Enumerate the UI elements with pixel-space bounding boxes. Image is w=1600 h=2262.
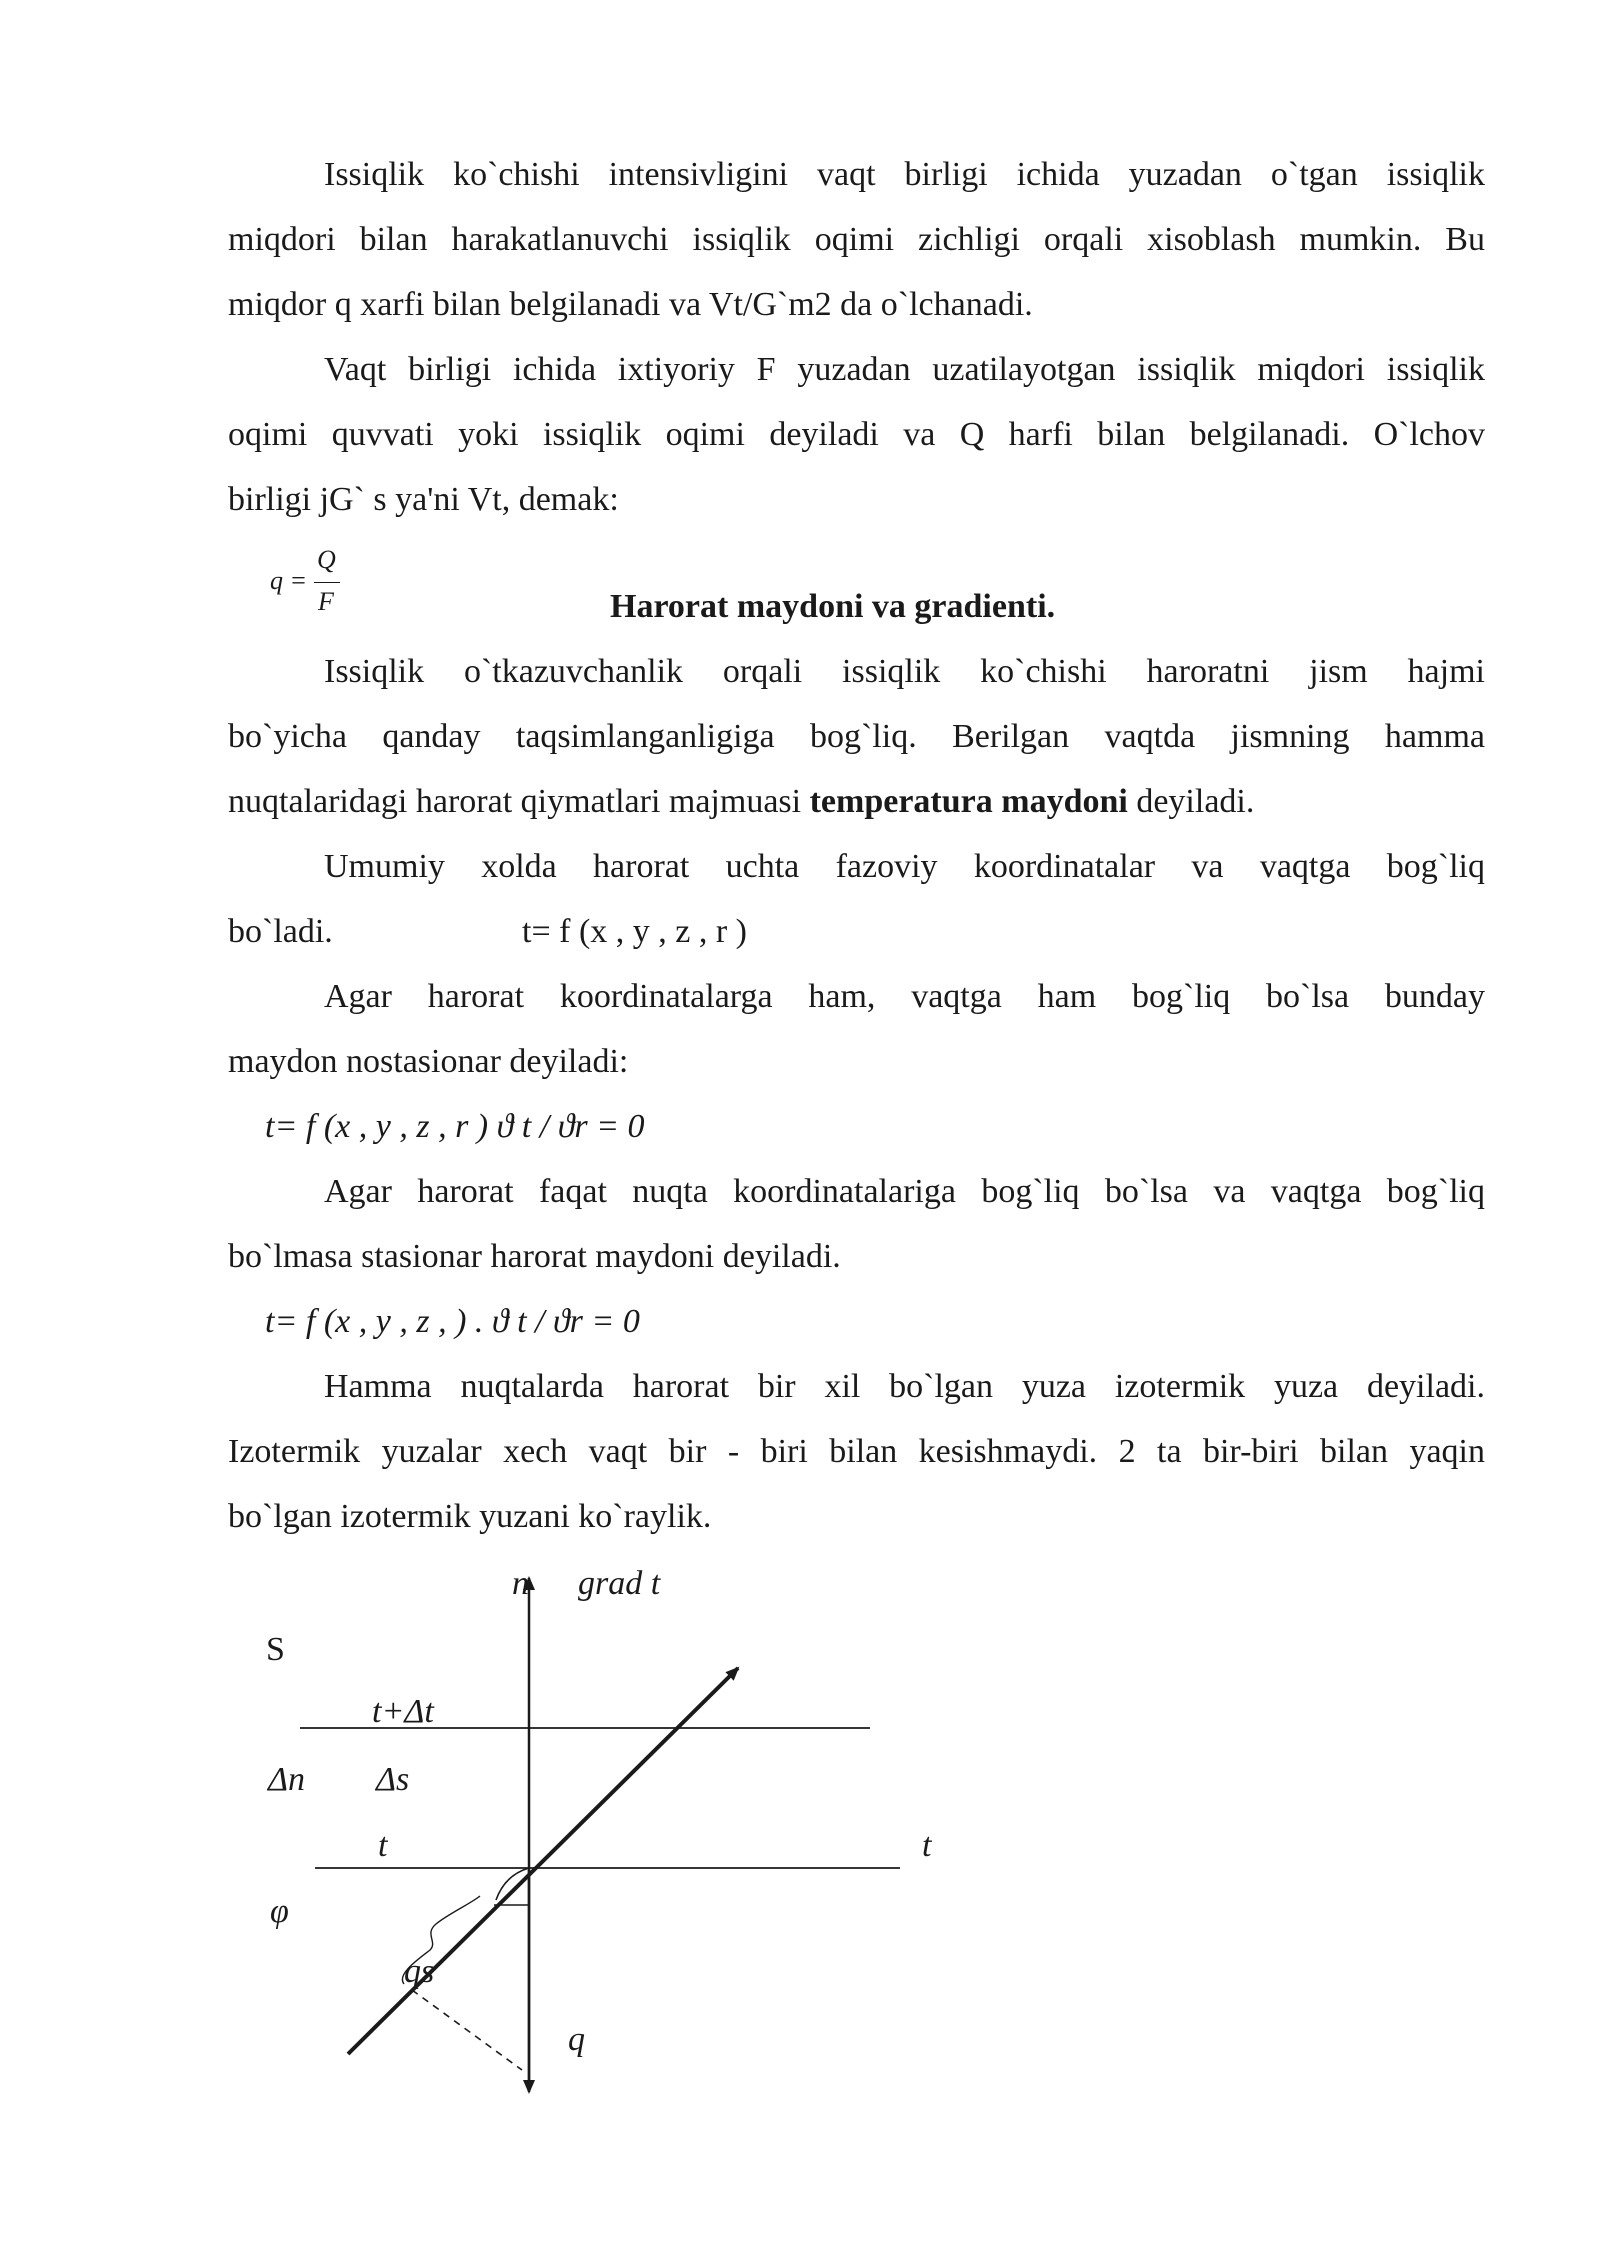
label-n: n xyxy=(512,1565,529,1602)
paragraph-5-line-1: Agar harorat koordinatalarga ham, vaqtga ham bog`liq bo`lsa bunday xyxy=(324,978,1485,1015)
label-qs: qs xyxy=(404,1953,435,1990)
label-q: q xyxy=(568,2021,585,2058)
nonstationary-formula: t= f (x , y , z , r ) ϑ t / ϑr = 0 xyxy=(265,1108,645,1145)
angle-arc xyxy=(496,1868,529,1900)
paragraph-3-line-3-end: deyiladi. xyxy=(1127,783,1255,820)
paragraph-7-line-2: Izotermik yuzalar xech vaqt bir - biri bilan kesishmaydi. 2 ta bir-biri bilan yaqin xyxy=(228,1433,1485,1470)
fraction-lhs: q = xyxy=(270,566,308,595)
stationary-formula: t= f (x , y , z , ) . ϑ t / ϑr = 0 xyxy=(265,1303,640,1340)
paragraph-2-line-2: oqimi quvvati yoki issiqlik oqimi deyiladi va Q harfi bilan belgilanadi. O`lchov xyxy=(228,416,1485,453)
label-phi: φ xyxy=(270,1893,289,1930)
paragraph-7-line-3: bo`lgan izotermik yuzani ko`raylik. xyxy=(228,1498,712,1535)
section-heading: Harorat maydoni va gradienti. xyxy=(610,588,1056,625)
paragraph-6-line-1: Agar harorat faqat nuqta koordinatalariga bog`liq bo`lsa va vaqtga bog`liq xyxy=(324,1173,1485,1210)
label-t-plus-delta-t: t+Δt xyxy=(372,1693,434,1730)
general-field-formula: t= f (x , y , z , r ) xyxy=(522,913,748,950)
paragraph-3-line-1: Issiqlik o`tkazuvchanlik orqali issiqlik ko`chishi haroratni jism hajmi xyxy=(324,653,1485,690)
projection-dashed-line xyxy=(412,1990,522,2070)
paragraph-5-line-2: maydon nostasionar deyiladi: xyxy=(228,1043,629,1080)
label-grad-t: grad t xyxy=(578,1565,661,1602)
paragraph-1-line-2: miqdori bilan harakatlanuvchi issiqlik oqimi zichligi orqali xisoblash mumkin. Bu xyxy=(228,221,1485,258)
fraction-denominator: F xyxy=(318,587,334,616)
label-delta-n: Δn xyxy=(268,1761,305,1798)
paragraph-2-line-1: Vaqt birligi ichida ixtiyoriy F yuzadan uzatilayotgan issiqlik miqdori issiqlik xyxy=(324,351,1485,388)
label-delta-s: Δs xyxy=(376,1761,410,1798)
paragraph-1-line-3: miqdor q xarfi bilan belgilanadi va Vt/G`m2 da o`lchanadi. xyxy=(228,286,1033,323)
label-s: S xyxy=(266,1631,285,1668)
label-t-right: t xyxy=(922,1827,932,1864)
paragraph-4-line-1: Umumiy xolda harorat uchta fazoviy koordinatalar va vaqtga bog`liq xyxy=(324,848,1485,885)
paragraph-2-line-3: birligi jG` s ya'ni Vt, demak: xyxy=(228,481,619,518)
paragraph-6-line-2: bo`lmasa stasionar harorat maydoni deyiladi. xyxy=(228,1238,841,1275)
paragraph-7-line-1: Hamma nuqtalarda harorat bir xil bo`lgan yuza izotermik yuza deyiladi. xyxy=(324,1368,1485,1405)
paragraph-3-line-2: bo`yicha qanday taqsimlanganligiga bog`liq. Berilgan vaqtda jismning hamma xyxy=(228,718,1485,755)
fraction-numerator: Q xyxy=(317,545,336,574)
label-t-left: t xyxy=(378,1827,388,1864)
term-temperatura-maydoni: temperatura maydoni xyxy=(809,783,1128,820)
paragraph-1-line-1: Issiqlik ko`chishi intensivligini vaqt birligi ichida yuzadan o`tgan issiqlik xyxy=(324,156,1485,193)
paragraph-3-line-3-start: nuqtalaridagi harorat qiymatlari majmuasi xyxy=(228,783,810,820)
paragraph-4-line-2-text: bo`ladi. xyxy=(228,913,333,950)
